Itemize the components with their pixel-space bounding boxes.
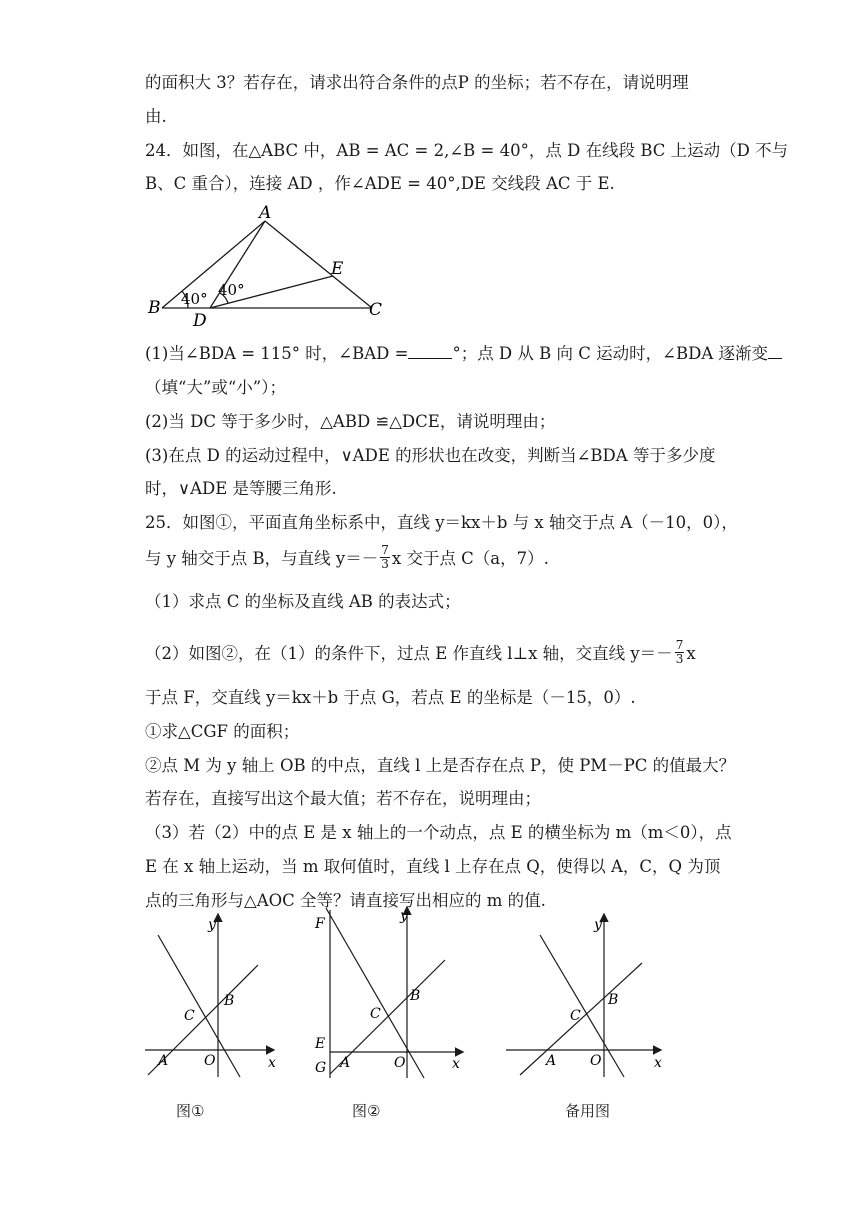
question-3: (3)在点 D 的运动过程中，∨ADE 的形状也在改变，判断当∠BDA 等于多少度 <box>145 446 716 465</box>
text-span: 与 y 轴交于点 B，与直线 y＝－ <box>145 549 379 568</box>
sub-question-2-part-2-cont: 若存在，直接写出这个最大值；若不存在，说明理由； <box>145 789 541 808</box>
sub-question-3-cont: 点的三角形与△AOC 全等？请直接写出相应的 m 的值. <box>145 891 546 910</box>
point-c-label: C <box>370 1006 381 1022</box>
figure-2-caption: 图② <box>352 1102 381 1120</box>
angle-b-label: 40° <box>181 290 208 308</box>
problem-24-line-2: B、C 重合），连接 AD ，作∠ADE = 40°,DE 交线段 AC 于 E. <box>145 174 615 193</box>
problem-25-line-2 <box>145 543 725 573</box>
q1-part-b: °；点 D 从 B 向 C 运动时，∠BDA 逐渐变 <box>452 344 768 363</box>
text-span: x <box>686 644 696 663</box>
x-axis-label: x <box>654 1055 662 1071</box>
question-1 <box>145 342 768 366</box>
coordinate-figure-2 <box>300 900 475 1080</box>
problem-24-line-1: 24．如图，在△ABC 中，AB = AC = 2,∠B = 40°，点 D 在线段 BC 上运动（D 不与 <box>145 141 789 160</box>
sub-question-3-cont: E 在 x 轴上运动，当 m 取何值时，直线 l 上存在点 Q，使得以 A，C，Q 为顶 <box>145 857 721 876</box>
sub-question-1: （1）求点 C 的坐标及直线 AB 的表达式； <box>145 592 461 611</box>
point-b-label: B <box>224 993 235 1009</box>
point-b-label: B <box>410 988 421 1004</box>
sub-question-2-part-1: ①求△CGF 的面积； <box>145 722 300 741</box>
fraction-7-3 <box>675 639 685 666</box>
figure-1-caption: 图① <box>176 1102 205 1120</box>
triangle-abc-figure <box>140 198 400 330</box>
question-2: (2)当 DC 等于多少时，△ABD ≌△DCE，请说明理由； <box>145 412 556 431</box>
sub-question-3: （3）若（2）中的点 E 是 x 轴上的一个动点，点 E 的横坐标为 m（m＜0），点 <box>145 823 732 842</box>
point-a-label: A <box>340 1055 351 1071</box>
sub-question-2-part-2: ②点 M 为 y 轴上 OB 的中点，直线 l 上是否存在点 P，使 PM－PC 的值最大？ <box>145 756 736 775</box>
label-b: B <box>148 298 161 318</box>
fraction-denominator: 3 <box>675 652 684 666</box>
text-line: 由. <box>145 107 167 126</box>
y-axis-label: y <box>400 908 408 924</box>
fraction-numerator: 7 <box>675 638 684 652</box>
answer-blank[interactable] <box>408 358 452 359</box>
coordinate-figure-1 <box>140 905 290 1080</box>
text-span: x 交于点 C（a，7）. <box>391 549 549 568</box>
spare-figure-caption: 备用图 <box>565 1102 611 1120</box>
q1-part-a: (1)当∠BDA = 115° 时，∠BAD = <box>145 344 409 363</box>
point-e-label: E <box>315 1036 326 1052</box>
y-axis-label: y <box>594 917 602 933</box>
point-c-label: C <box>184 1008 195 1024</box>
label-e: E <box>331 259 344 279</box>
coordinate-figure-spare <box>500 905 670 1080</box>
point-a-label: A <box>546 1053 557 1069</box>
label-c: C <box>369 300 383 320</box>
point-g-label: G <box>315 1060 327 1076</box>
question-1-cont: （填“大”或“小”）； <box>145 378 286 397</box>
point-b-label: B <box>608 992 619 1008</box>
fraction-numerator: 7 <box>381 543 389 557</box>
sub-question-2-cont: 于点 F，交直线 y＝kx＋b 于点 G，若点 E 的坐标是（－15，0）. <box>145 688 636 707</box>
origin-label: O <box>590 1053 602 1069</box>
text-span: （2）如图②，在（1）的条件下，过点 E 作直线 l⊥x 轴，交直线 y＝－ <box>145 644 673 663</box>
sub-question-2 <box>145 638 725 668</box>
label-d: D <box>193 311 207 330</box>
answer-blank[interactable] <box>768 358 782 359</box>
y-axis-label: y <box>208 917 216 933</box>
fraction-denominator: 3 <box>381 557 389 571</box>
fraction-7-3 <box>380 544 390 571</box>
point-a-label: A <box>158 1053 169 1069</box>
angle-d-label: 40° <box>218 281 245 299</box>
problem-25-line-1: 25．如图①，平面直角坐标系中，直线 y＝kx＋b 与 x 轴交于点 A（－10，0）， <box>145 513 738 532</box>
label-a: A <box>259 203 272 223</box>
origin-label: O <box>204 1053 216 1069</box>
point-c-label: C <box>570 1008 581 1024</box>
text-line: 的面积大 3？若存在，请求出符合条件的点P 的坐标；若不存在，请说明理 <box>145 73 689 92</box>
origin-label: O <box>394 1055 406 1071</box>
x-axis-label: x <box>268 1055 276 1071</box>
question-3-cont: 时，∨ADE 是等腰三角形. <box>145 479 337 498</box>
point-f-label: F <box>315 916 325 932</box>
x-axis-label: x <box>452 1056 460 1072</box>
